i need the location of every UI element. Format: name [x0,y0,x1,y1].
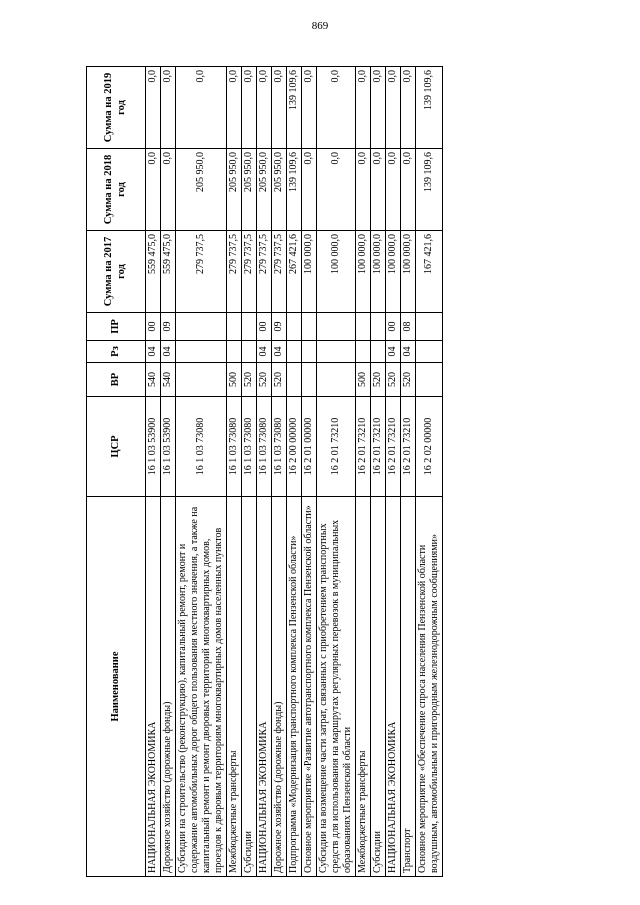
cell-vr: 520 [371,363,386,397]
cell-sum-2019: 0,0 [386,67,401,149]
cell-csr: 16 2 00 00000 [287,397,302,497]
table-row [302,67,317,877]
cell-csr: 16 1 03 73080 [272,397,287,497]
cell-name: Субсидии [242,497,257,877]
cell-csr: 16 2 01 73210 [386,397,401,497]
cell-name: Субсидии на строительство (реконструкцию), капитальный ремонт, ремонт и содержание автомобильных дорог общего пользования местного значения, а также на капитальный ремонт и ремонт дворовых территорий многоквартирных домов, проездов к дворовым территориям многоквартирных домов населенных пунктов [176,497,227,877]
header-rz: Рз [87,341,146,363]
cell-sum-2019: 0,0 [257,67,272,149]
cell-csr: 16 2 01 00000 [302,397,317,497]
cell-rz [356,341,371,363]
cell-sum-2019: 0,0 [401,67,416,149]
cell-sum-2018: 205 950,0 [176,149,227,231]
cell-sum-2019: 0,0 [242,67,257,149]
table-row [242,67,257,877]
cell-pr: 00 [257,313,272,341]
cell-pr: 00 [146,313,161,341]
cell-name: НАЦИОНАЛЬНАЯ ЭКОНОМИКА [146,497,161,877]
cell-sum-2018: 205 950,0 [272,149,287,231]
cell-vr: 520 [242,363,257,397]
cell-name: НАЦИОНАЛЬНАЯ ЭКОНОМИКА [257,497,272,877]
cell-rz [302,341,317,363]
cell-rz: 04 [161,341,176,363]
cell-vr: 500 [227,363,242,397]
cell-sum-2017: 267 421,6 [287,231,302,313]
cell-csr: 16 2 01 73210 [317,397,356,497]
cell-csr: 16 1 03 73080 [242,397,257,497]
cell-pr: 09 [161,313,176,341]
cell-sum-2017: 559 475,0 [146,231,161,313]
cell-sum-2019: 0,0 [272,67,287,149]
cell-name: Субсидии [371,497,386,877]
table-row [272,67,287,877]
budget-table [86,66,443,877]
cell-pr: 09 [272,313,287,341]
cell-vr: 540 [161,363,176,397]
table-row [356,67,371,877]
cell-sum-2017: 279 737,5 [272,231,287,313]
table-row [371,67,386,877]
cell-name: НАЦИОНАЛЬНАЯ ЭКОНОМИКА [386,497,401,877]
cell-rz: 04 [272,341,287,363]
cell-rz: 04 [146,341,161,363]
cell-sum-2018: 0,0 [302,149,317,231]
cell-sum-2018: 0,0 [356,149,371,231]
cell-rz [317,341,356,363]
cell-csr: 16 1 03 73080 [257,397,272,497]
cell-vr: 520 [386,363,401,397]
page-number: 869 [311,20,329,32]
cell-sum-2017: 100 000,0 [371,231,386,313]
cell-name: Дорожное хозяйство (дорожные фонды) [161,497,176,877]
rotated-page-content [86,67,554,877]
table-row [146,67,161,877]
cell-csr: 16 2 01 73210 [371,397,386,497]
cell-pr [302,313,317,341]
cell-csr: 16 2 01 73210 [356,397,371,497]
table-row [317,67,356,877]
cell-sum-2018: 0,0 [386,149,401,231]
cell-rz: 04 [401,341,416,363]
header-sum-2017: Сумма на 2017 год [87,231,146,313]
cell-sum-2017: 279 737,5 [227,231,242,313]
header-sum-2019: Сумма на 2019 год [87,67,146,149]
table-row [386,67,401,877]
cell-sum-2018: 0,0 [317,149,356,231]
cell-vr: 540 [146,363,161,397]
table-row [161,67,176,877]
cell-sum-2017: 100 000,0 [317,231,356,313]
table-row [257,67,272,877]
cell-vr [287,363,302,397]
cell-sum-2017: 279 737,5 [176,231,227,313]
cell-sum-2017: 279 737,5 [242,231,257,313]
header-sum-2018: Сумма на 2018 год [87,149,146,231]
cell-csr: 16 1 03 53900 [161,397,176,497]
cell-pr [287,313,302,341]
cell-pr [242,313,257,341]
cell-pr [371,313,386,341]
table-row [416,67,443,877]
cell-rz [416,341,443,363]
cell-name: Транспорт [401,497,416,877]
cell-sum-2017: 100 000,0 [302,231,317,313]
cell-name: Межбюджетные трансферты [227,497,242,877]
cell-rz [227,341,242,363]
cell-csr: 16 1 03 53900 [146,397,161,497]
cell-vr: 520 [257,363,272,397]
cell-csr: 16 1 03 73080 [227,397,242,497]
cell-pr [176,313,227,341]
cell-sum-2018: 0,0 [146,149,161,231]
cell-sum-2019: 0,0 [317,67,356,149]
cell-rz [287,341,302,363]
cell-pr [227,313,242,341]
header-vr: ВР [87,363,146,397]
cell-vr [317,363,356,397]
table-row [176,67,227,877]
table-row [227,67,242,877]
cell-sum-2019: 0,0 [227,67,242,149]
cell-sum-2018: 205 950,0 [227,149,242,231]
cell-vr: 520 [272,363,287,397]
cell-pr [416,313,443,341]
cell-sum-2018: 205 950,0 [242,149,257,231]
cell-name: Подпрограмма «Модернизация транспортного комплекса Пензенской области» [287,497,302,877]
cell-csr: 16 2 01 73210 [401,397,416,497]
cell-csr: 16 2 02 00000 [416,397,443,497]
cell-sum-2019: 139 109,6 [287,67,302,149]
cell-sum-2018: 0,0 [161,149,176,231]
cell-sum-2018: 205 950,0 [257,149,272,231]
cell-name: Дорожное хозяйство (дорожные фонды) [272,497,287,877]
cell-rz [242,341,257,363]
cell-vr [302,363,317,397]
cell-sum-2017: 167 421,6 [416,231,443,313]
cell-csr: 16 1 03 73080 [176,397,227,497]
cell-sum-2017: 100 000,0 [386,231,401,313]
cell-sum-2019: 0,0 [302,67,317,149]
cell-sum-2018: 139 109,6 [287,149,302,231]
cell-name: Основное мероприятие «Обеспечение спроса населения Пензенской области воздушным, автомобильным и пригородным железнодорожным сообщениями» [416,497,443,877]
table-row [401,67,416,877]
cell-sum-2019: 139 109,6 [416,67,443,149]
cell-sum-2017: 100 000,0 [401,231,416,313]
cell-sum-2019: 0,0 [176,67,227,149]
table-header-row [87,67,146,877]
cell-name: Межбюджетные трансферты [356,497,371,877]
cell-pr: 08 [401,313,416,341]
cell-vr [176,363,227,397]
cell-vr: 520 [401,363,416,397]
cell-sum-2017: 279 737,5 [257,231,272,313]
header-name: Наименование [87,497,146,877]
cell-pr [317,313,356,341]
cell-sum-2017: 559 475,0 [161,231,176,313]
cell-pr: 00 [386,313,401,341]
cell-rz [371,341,386,363]
cell-sum-2019: 0,0 [161,67,176,149]
cell-sum-2019: 0,0 [146,67,161,149]
cell-sum-2018: 139 109,6 [416,149,443,231]
cell-rz: 04 [386,341,401,363]
cell-sum-2017: 100 000,0 [356,231,371,313]
cell-rz: 04 [257,341,272,363]
cell-name: Субсидии на возмещение части затрат, связанных с приобретением транспортных средств для использования на маршрутах регулярных перевозок в муниципальных образованиях Пензенской области [317,497,356,877]
cell-vr: 500 [356,363,371,397]
header-csr: ЦСР [87,397,146,497]
cell-sum-2019: 0,0 [356,67,371,149]
cell-sum-2018: 0,0 [371,149,386,231]
cell-pr [356,313,371,341]
cell-sum-2019: 0,0 [371,67,386,149]
cell-vr [416,363,443,397]
cell-sum-2018: 0,0 [401,149,416,231]
table-row [287,67,302,877]
header-pr: ПР [87,313,146,341]
cell-name: Основное мероприятие «Развитие автотранспортного комплекса Пензенской области» [302,497,317,877]
cell-rz [176,341,227,363]
